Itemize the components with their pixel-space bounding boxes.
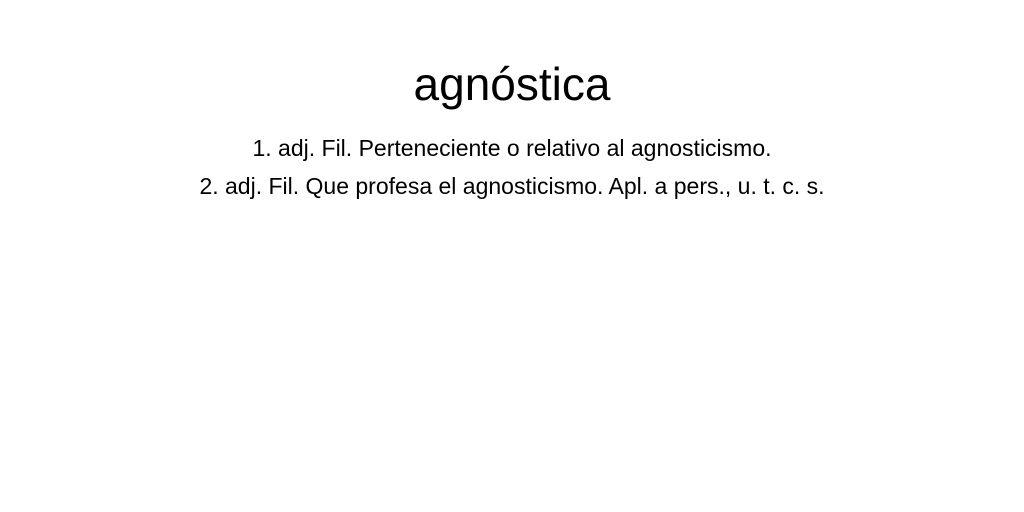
headword: agnóstica bbox=[413, 58, 611, 110]
definition-list bbox=[0, 129, 1024, 205]
definition-1: 1. adj. Fil. Perteneciente o relativo al agnosticismo. bbox=[252, 135, 772, 161]
definition-2: 2. adj. Fil. Que profesa el agnosticismo. Apl. a pers., u. t. c. s. bbox=[199, 173, 825, 199]
